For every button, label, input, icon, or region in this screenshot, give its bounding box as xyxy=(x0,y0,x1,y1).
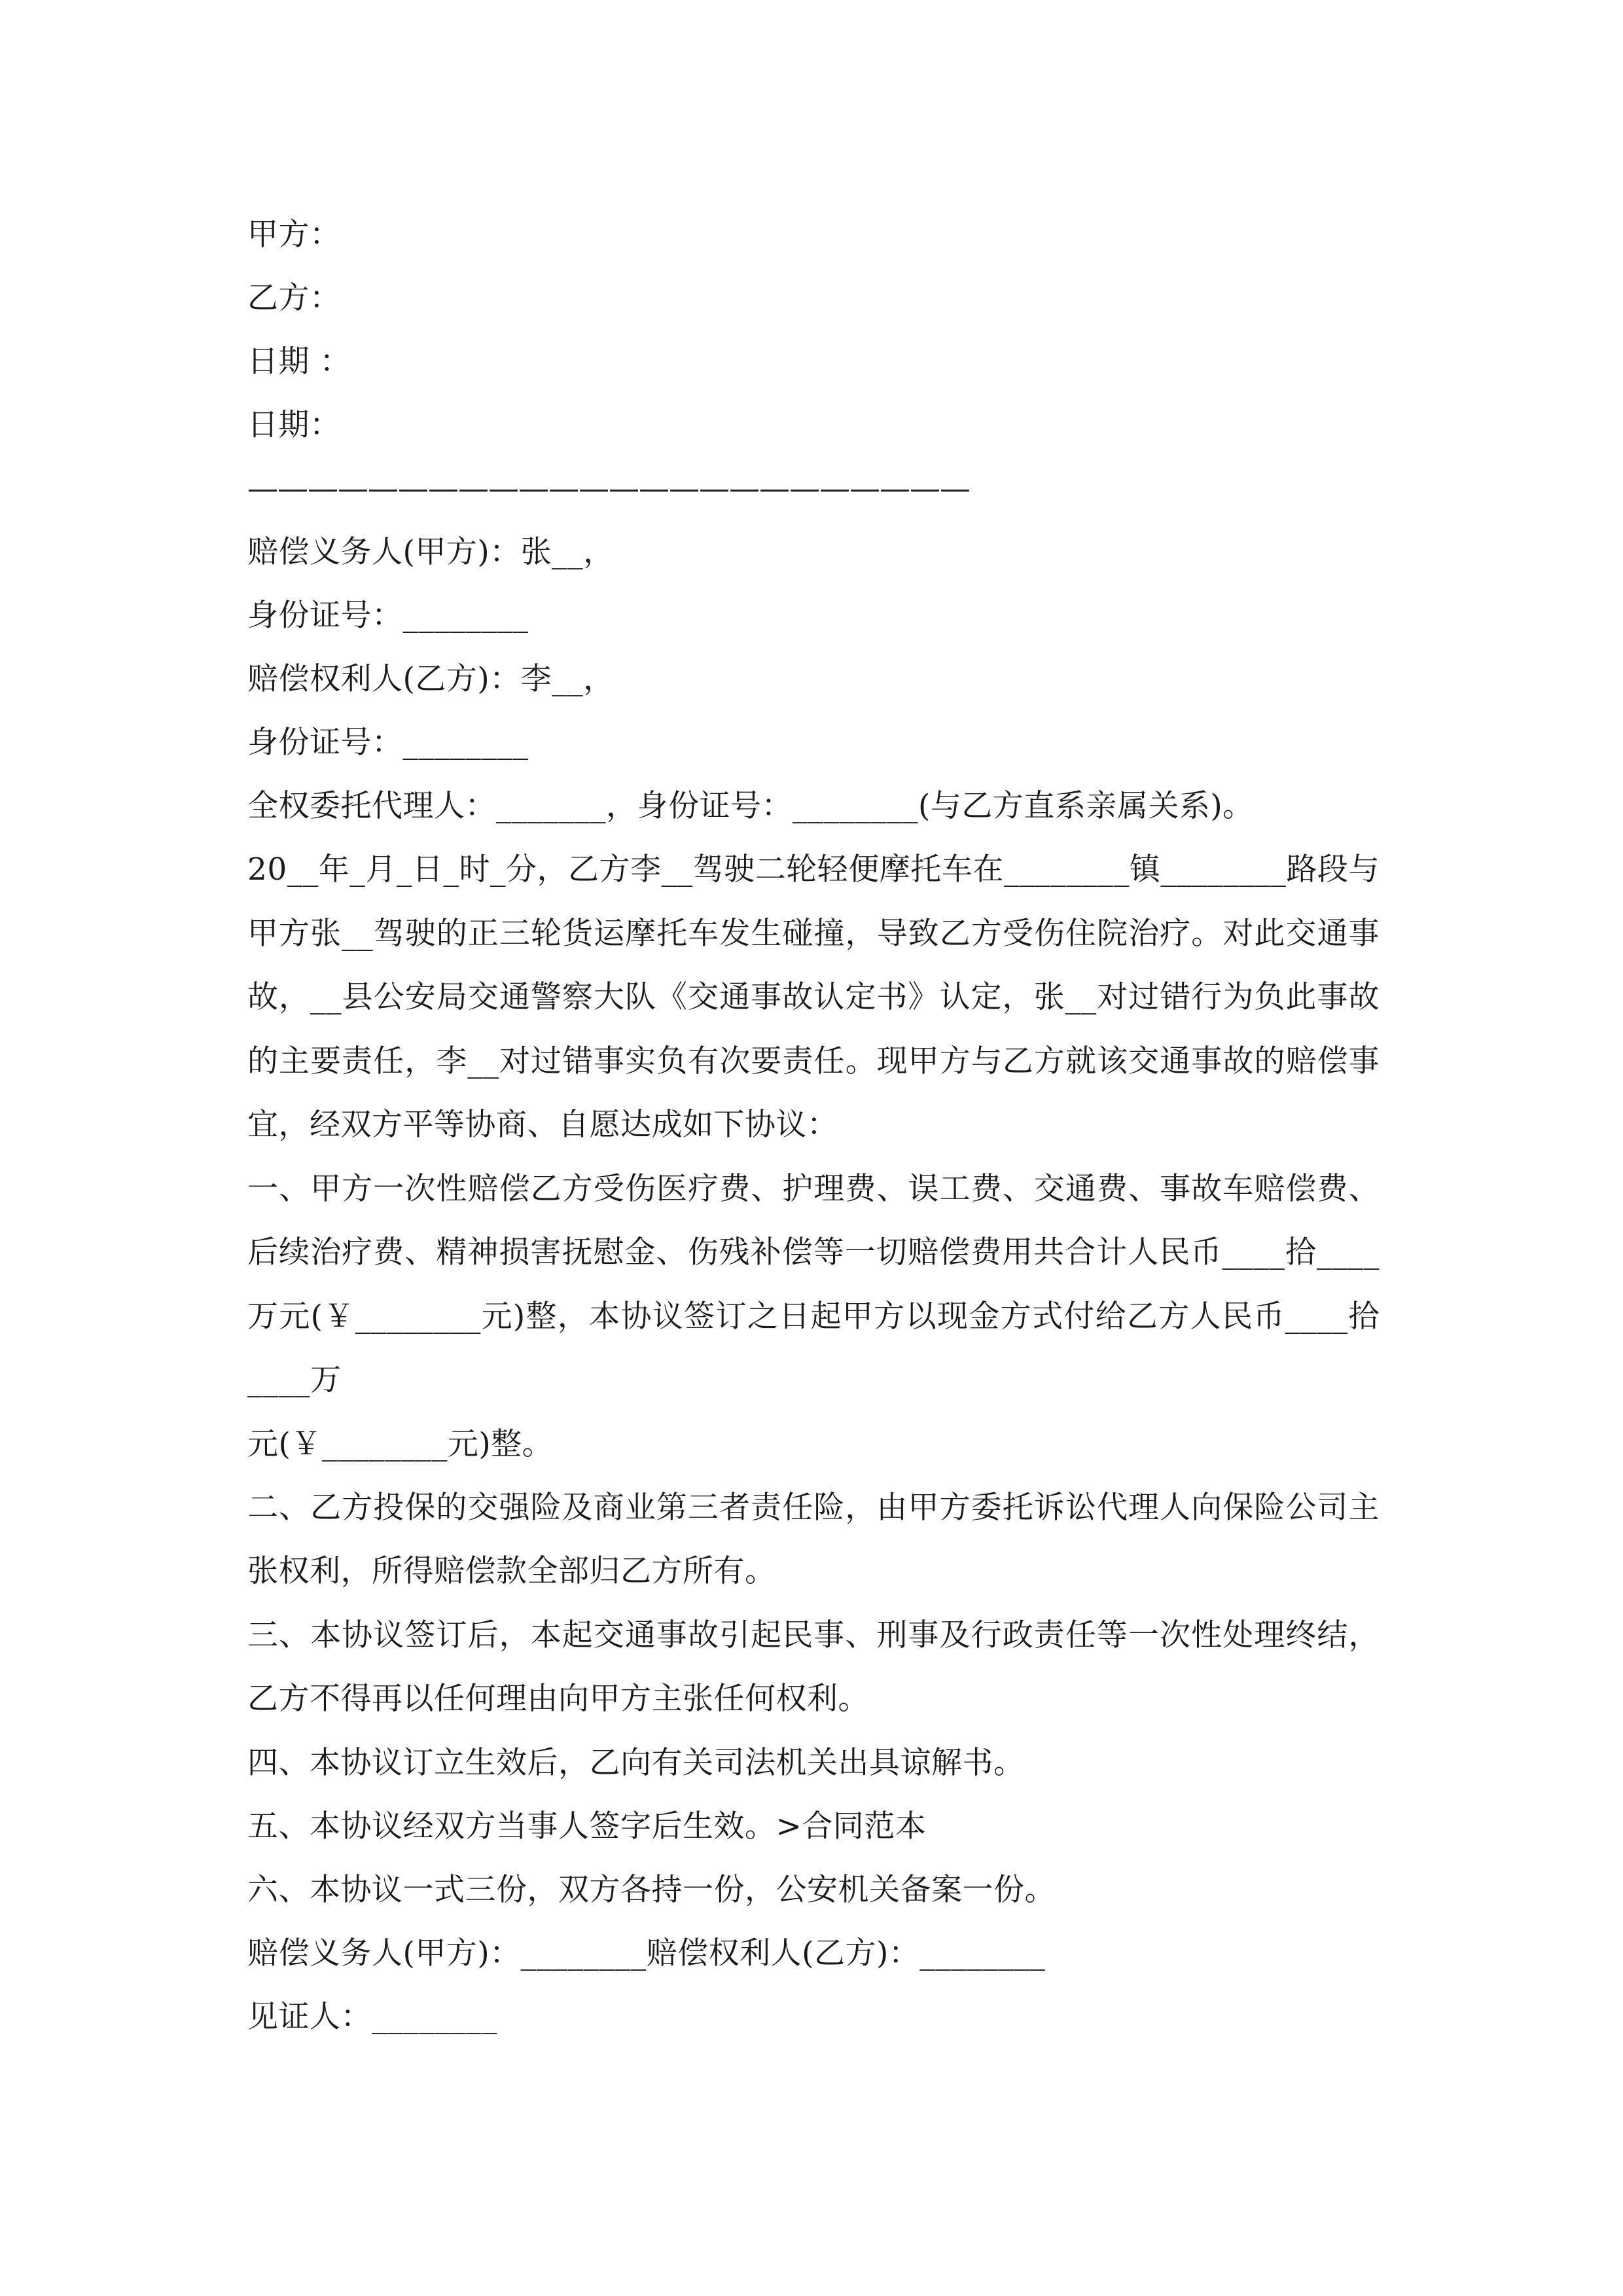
facts-paragraph: 20__年_月_日_时_分，乙方李__驾驶二轮轻便摩托车在________镇________路段与甲方张__驾驶的正三轮货运摩托车发生碰撞，导致乙方受伤住院治疗。对此交通事故，__县公安局交通警察大队《交通事故认定书》认定，张__对过错行为负此事故的主要责任，李__对过错事实负有次要责任。现甲方与乙方就该交通事故的赔偿事宜，经双方平等协商、自愿达成如下协议： xyxy=(247,852,1380,1143)
date-label-1: 日期 ： xyxy=(247,344,351,380)
clause-4: 四、本协议订立生效后，乙向有关司法机关出具谅解书。 xyxy=(247,1744,1025,1781)
obligor-id-line: 身份证号：________ xyxy=(247,598,529,634)
obligee-id-line: 身份证号：________ xyxy=(247,725,529,761)
clause-2: 二、乙方投保的交强险及商业第三者责任险，由甲方委托诉讼代理人向保险公司主张权利，所得赔偿款全部归乙方所有。 xyxy=(247,1489,1380,1589)
obligee-line: 赔偿权利人(乙方)：李__， xyxy=(247,661,615,697)
separator-line: ———————————————————————— xyxy=(247,471,970,507)
agent-line: 全权委托代理人：_______，身份证号：________(与乙方直系亲属关系)。 xyxy=(247,788,1254,824)
witness-line: 见证人：________ xyxy=(247,1998,497,2035)
contract-document xyxy=(247,203,1380,2049)
clause-1: 一、甲方一次性赔偿乙方受伤医疗费、护理费、误工费、交通费、事故车赔偿费、后续治疗费、精神损害抚慰金、伤残补偿等一切赔偿费用共合计人民币____拾____万元(￥________元)整，本协议签订之日起甲方以现金方式付给乙方人民币____拾____万 xyxy=(247,1170,1380,1398)
date-label-2: 日期： xyxy=(247,407,341,443)
clause-5: 五、本协议经双方当事人签字后生效。>合同范本 xyxy=(247,1808,927,1844)
obligor-line: 赔偿义务人(甲方)：张__， xyxy=(247,534,615,570)
party-b-label: 乙方： xyxy=(247,280,341,316)
party-a-label: 甲方： xyxy=(247,217,341,253)
clause-1-continued: 元(￥________元)整。 xyxy=(247,1426,554,1462)
clause-3: 三、本协议签订后，本起交通事故引起民事、刑事及行政责任等一次性处理终结，乙方不得再以任何理由向甲方主张任何权利。 xyxy=(247,1617,1380,1717)
signature-line: 赔偿义务人(甲方)：________赔偿权利人(乙方)：________ xyxy=(247,1935,1046,1971)
clause-6: 六、本协议一式三份，双方各持一份，公安机关备案一份。 xyxy=(247,1871,1056,1908)
